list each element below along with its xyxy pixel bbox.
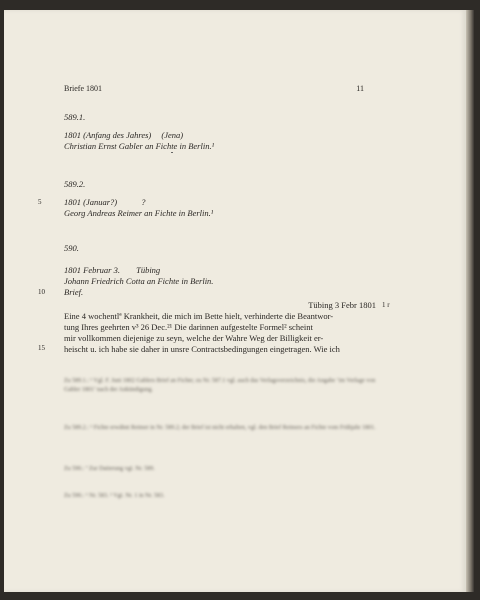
line-number: 5: [38, 198, 42, 206]
footnote: Zu 589.1.: ¹ Vgl. F. Juni 1802 Gablers Brief an Fichte; zu Nr. 587.1 vgl. auch das Verlagsverzeichnis, die Angabe ‘im Verlage von Gabler 1801’ nach der Ankündigung.: [64, 378, 376, 393]
line-number: 10: [38, 288, 45, 296]
letter-line: Eine 4 wochentlª Krankheit, die mich im Bette hielt, verhinderte die Beantwor-: [64, 311, 334, 321]
entry-date-line: [64, 265, 160, 275]
footnote: Zu 590.: ª Zur Datierung vgl. Nr. 589.: [64, 466, 155, 472]
entry-place: ?: [141, 197, 146, 207]
book-spine: [466, 10, 474, 592]
entry-title: Christian Ernst Gabler an Fichte in Berlin.¹: [64, 141, 215, 151]
entry-date-line: [64, 197, 146, 207]
footnote: Zu 590.: ¹ Nr. 583. ² Vgl. Nr. 1 in Nr. 583.: [64, 493, 165, 499]
entry-place: Tübing: [136, 265, 161, 275]
entry-number: 589.1.: [64, 112, 86, 122]
entry-title: Georg Andreas Reimer an Fichte in Berlin.¹: [64, 208, 214, 218]
entry-place: (Jena): [161, 130, 184, 140]
entry-number: 590.: [64, 243, 79, 253]
letter-line: tung Ihres geehrten v³ 26 Dec.²¹ Die darinnen aufgestelte Formel² scheint: [64, 322, 313, 332]
footnote: Zu 589.2.: ¹ Fichte erwähnt Reimer in Nr. 589.2; der Brief ist nicht erhalten, vgl. den Brief Reimers an Fichte vom Frühjahr 1801.: [64, 425, 376, 431]
entry-date: 1801 (Anfang des Jahres): [64, 130, 152, 140]
entry-number: 589.2.: [64, 179, 86, 189]
margin-folio: 1 r: [382, 301, 390, 309]
letter-line: heischt u. ich habe sie daher in unsre Contractsbedingungen eingetragen. Wie ich: [64, 344, 340, 354]
entry-date: 1801 Februar 3.: [64, 265, 120, 275]
print-mark: [171, 152, 173, 153]
letter-line: mir vollkommen diejenige zu seyn, welche der Wahre Weg der Billigkeit er-: [64, 333, 324, 343]
letter-dateline: Tübing 3 Febr 1801: [308, 300, 376, 310]
entry-date-line: [64, 130, 183, 140]
running-header: [64, 84, 364, 93]
entry-type: Brief.: [64, 287, 84, 297]
letter-body: [64, 300, 376, 355]
entry-title: Johann Friedrich Cotta an Fichte in Berlin.: [64, 276, 214, 286]
line-number: 15: [38, 344, 45, 352]
page-number: 11: [356, 84, 364, 93]
header-title: Briefe 1801: [64, 84, 102, 93]
entry-date: 1801 (Januar?): [64, 197, 118, 207]
